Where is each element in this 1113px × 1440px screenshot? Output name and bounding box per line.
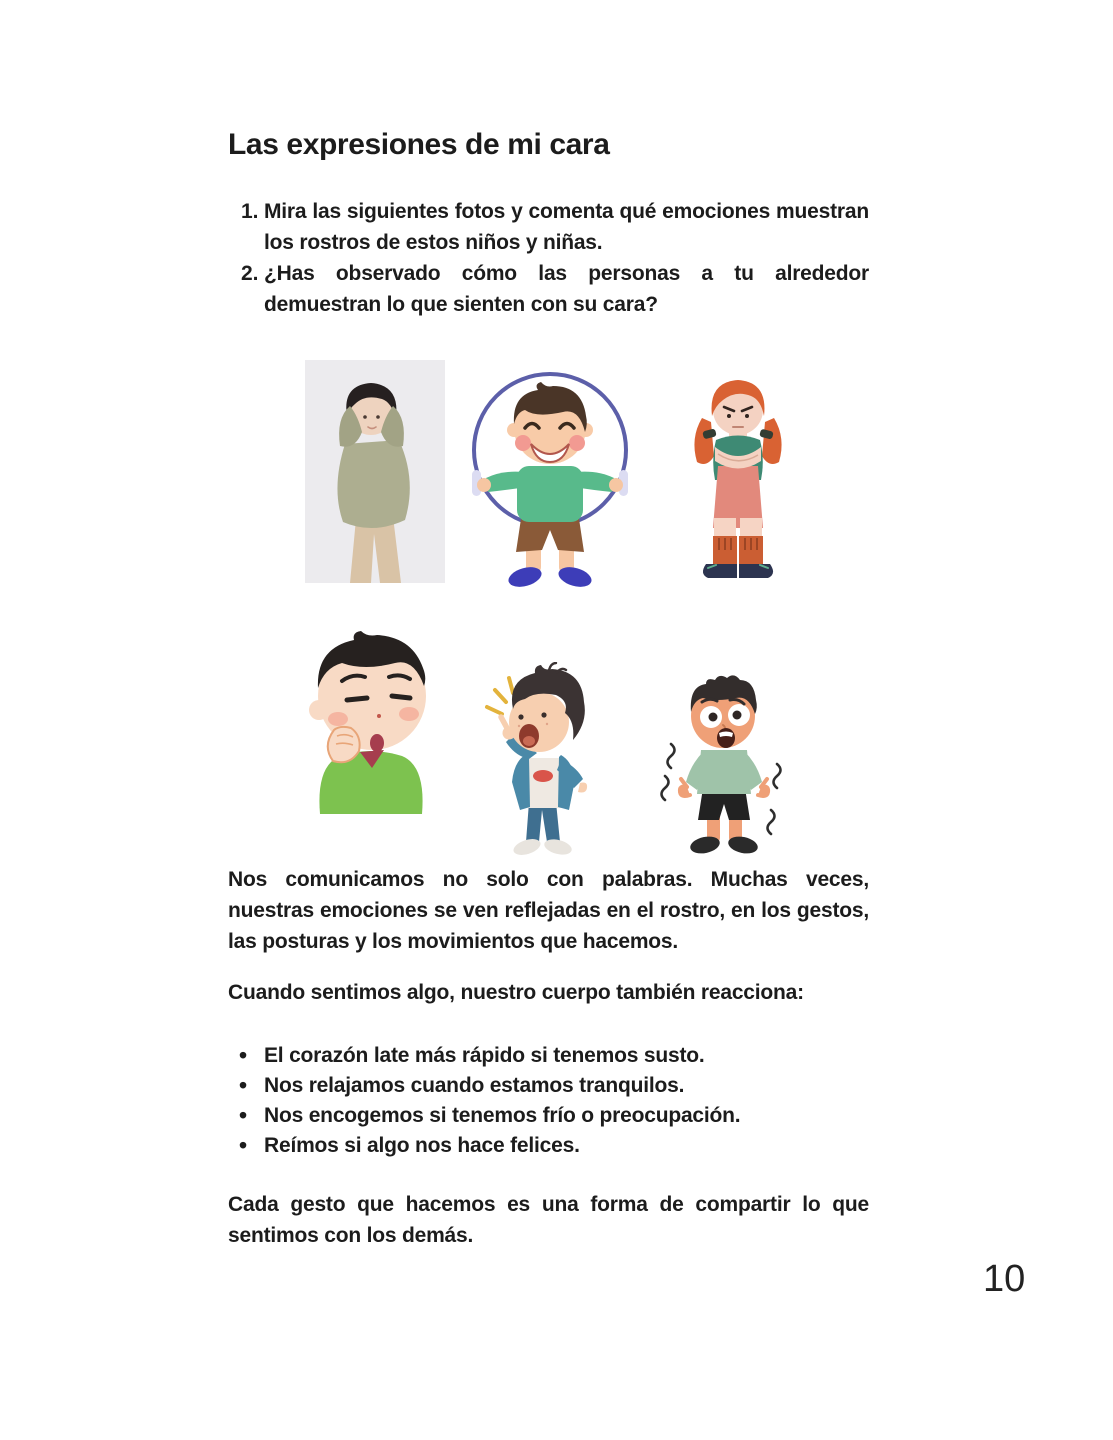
- bullet-item: • Nos relajamos cuando estamos tranquilos.: [228, 1071, 869, 1101]
- bullet-item: • Reímos si algo nos hace felices.: [228, 1131, 869, 1161]
- shivering-boy-illustration: [657, 672, 789, 858]
- bored-boy-illustration: [304, 624, 436, 814]
- list-item: [228, 258, 869, 320]
- bullet-item: • El corazón late más rápido si tenemos susto.: [228, 1041, 869, 1071]
- paragraph-sharing: Cada gesto que hacemos es una forma de compartir lo que sentimos con los demás.: [228, 1193, 869, 1247]
- list-item-text: Mira las siguientes fotos y comenta qué emociones muestran los rostros de estos niños y niñas.: [264, 200, 869, 254]
- page-title: Las expresiones de mi cara: [228, 128, 610, 161]
- page-number: 10: [983, 1258, 1026, 1300]
- jump-rope-boy-illustration: [468, 366, 633, 594]
- list-number: 2.: [241, 262, 259, 285]
- list-number: 1.: [241, 200, 259, 223]
- bullet-list: [228, 1041, 869, 1161]
- paragraph-communication: Nos comunicamos no solo con palabras. Muchas veces, nuestras emociones se ven reflejadas en el rostro, en los gestos, las posturas y los movimientos que hacemos.: [228, 868, 869, 953]
- angry-girl-illustration: [682, 368, 794, 583]
- paragraph-body-reacts: Cuando sentimos algo, nuestro cuerpo también reacciona:: [228, 981, 804, 1004]
- numbered-list: [228, 196, 869, 320]
- bullet-item: • Nos encogemos si tenemos frío o preocupación.: [228, 1101, 869, 1131]
- shouting-boy-illustration: [477, 662, 609, 857]
- list-item: [228, 196, 869, 258]
- shy-child-photo: [305, 360, 445, 583]
- list-item-text: ¿Has observado cómo las personas a tu alrededor demuestran lo que sienten con su cara?: [264, 262, 869, 316]
